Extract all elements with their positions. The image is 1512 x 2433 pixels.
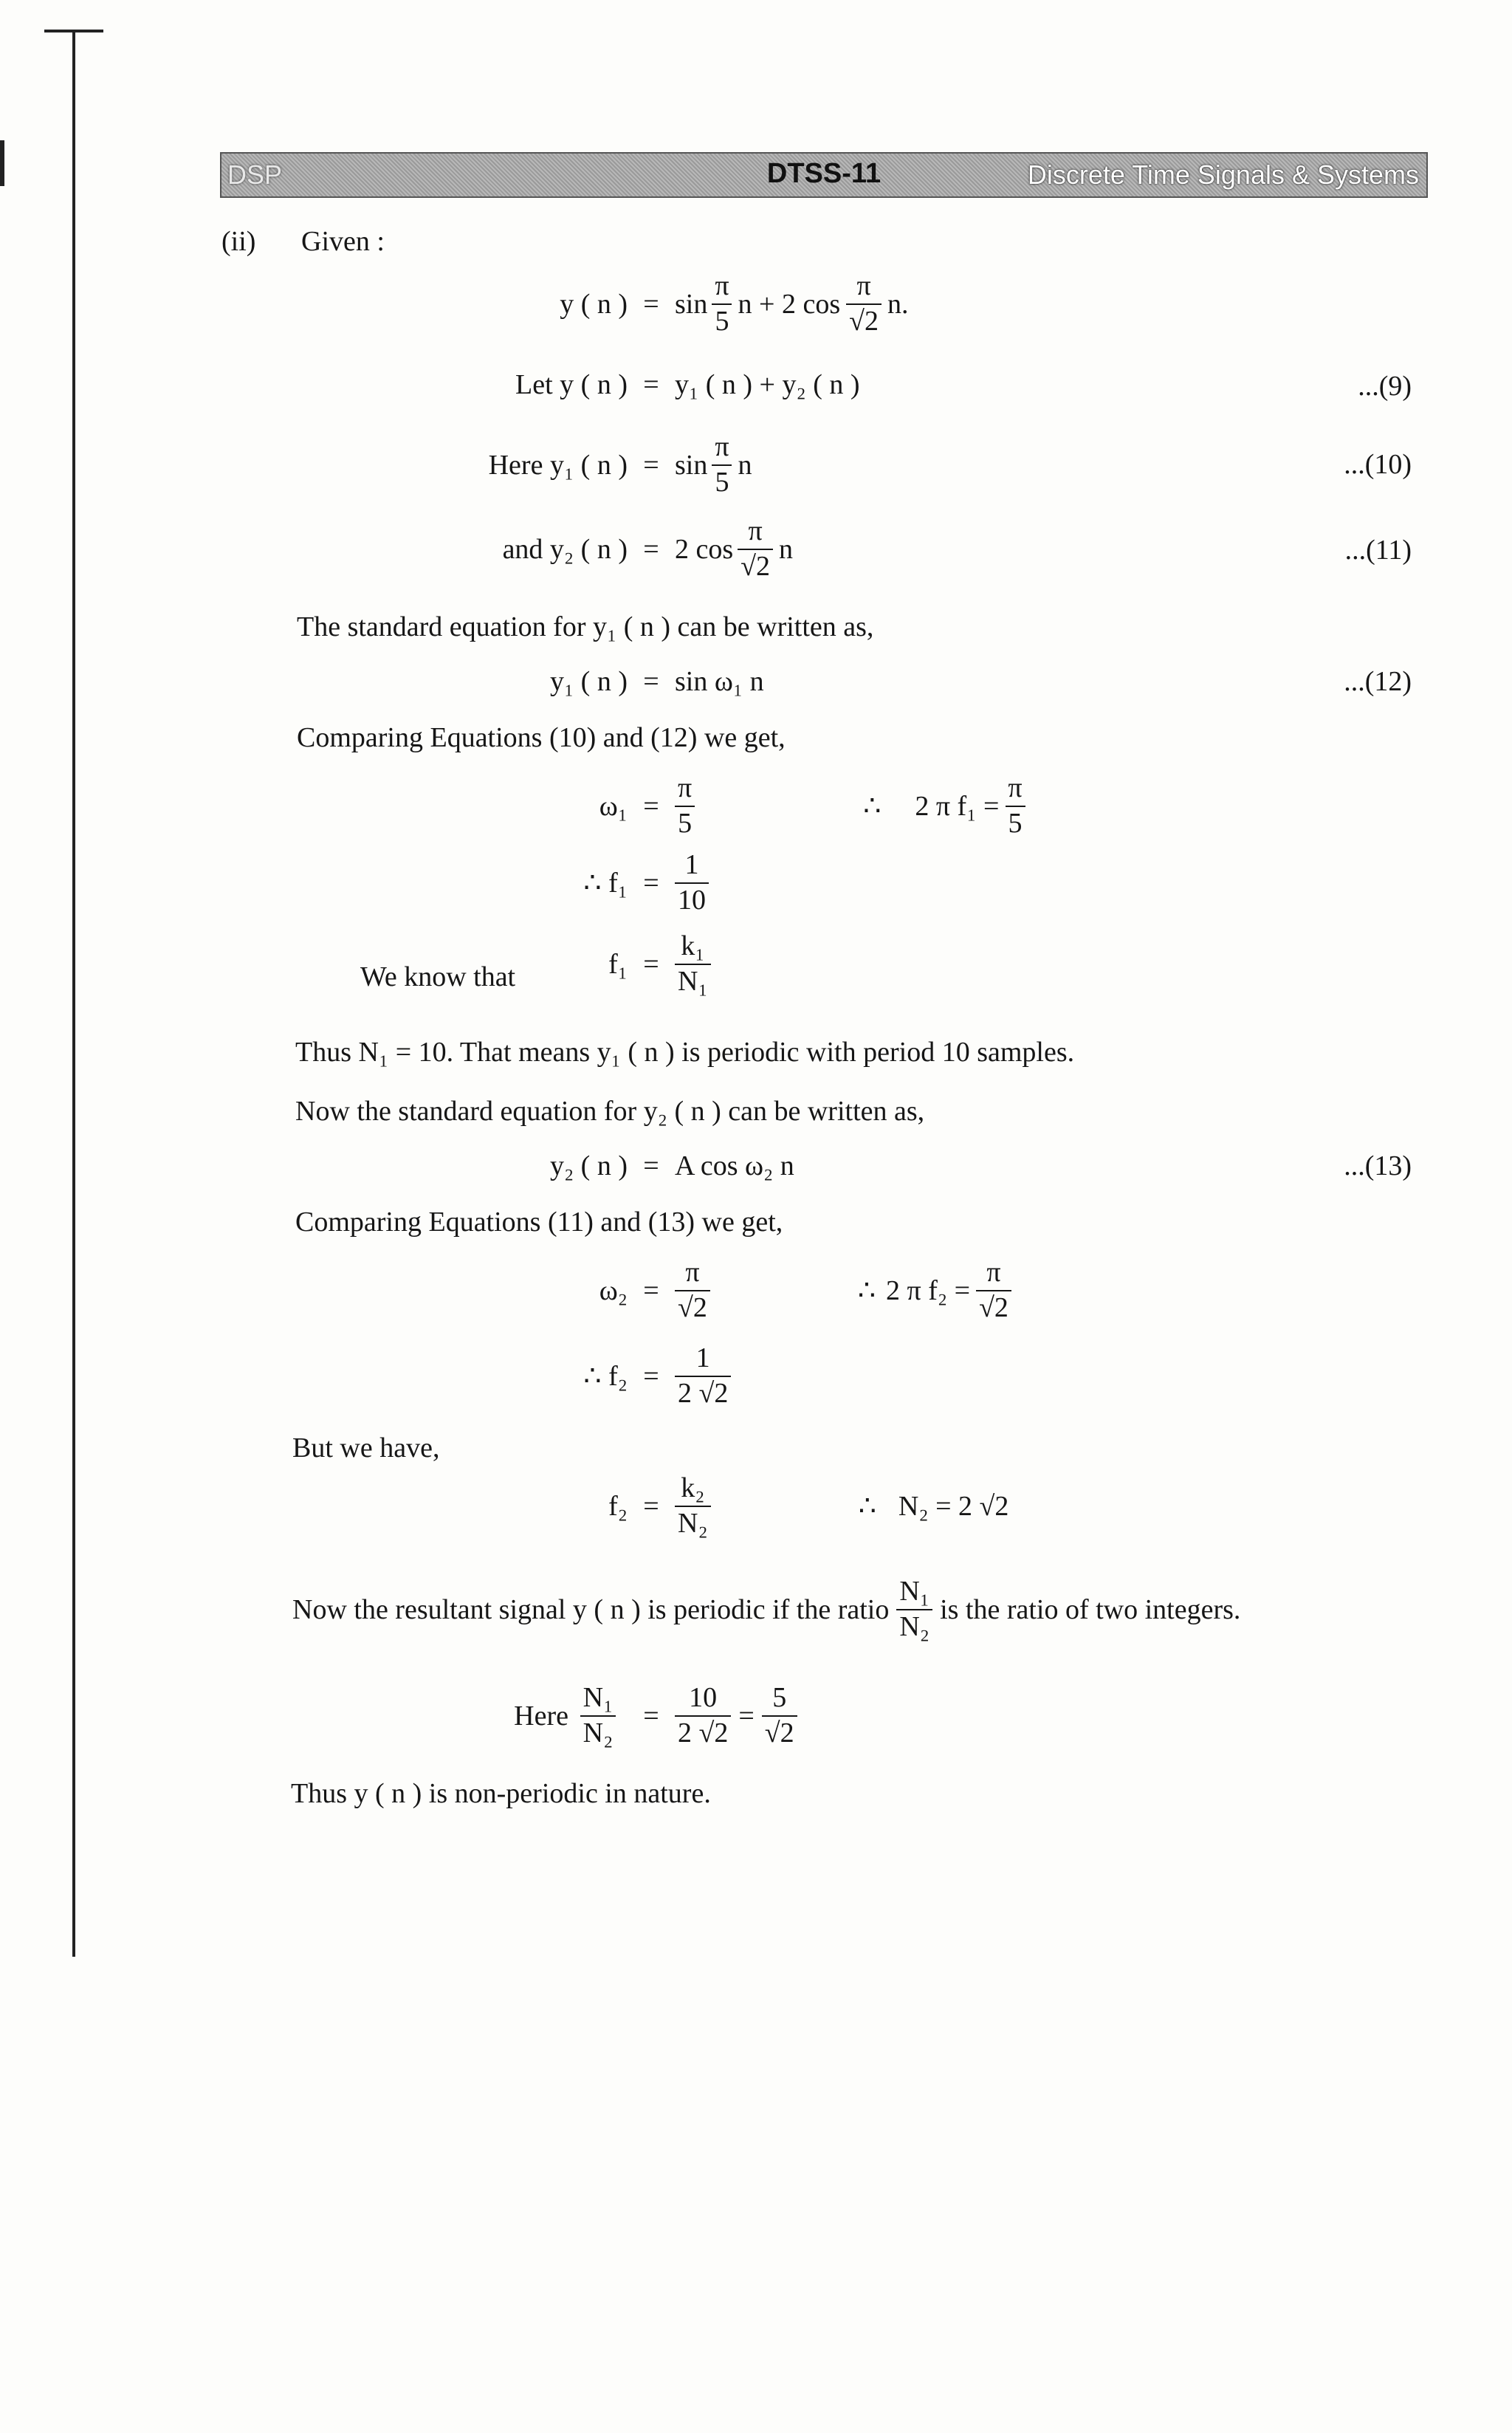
- equation-f1: [443, 851, 709, 916]
- equation-f2: [443, 1344, 731, 1409]
- let-lhs: Let y ( n ): [515, 369, 628, 400]
- paragraph: The standard equation for y₁ ( n ) can be written as,: [297, 611, 874, 642]
- fraction: $\frac{\pi}{√2}$: [976, 1258, 1011, 1323]
- f2b-lhs: f₂: [608, 1490, 628, 1522]
- equation-and-y2: [443, 517, 793, 582]
- equation-number-13: ...(13): [1344, 1150, 1412, 1181]
- std2-lhs: y₂ ( n ): [549, 1150, 628, 1181]
- equals-sign: =: [643, 1274, 659, 1306]
- given-label: Given :: [301, 226, 385, 257]
- equals-sign: =: [738, 1700, 755, 1732]
- fraction: $\frac{\pi}{5}$: [712, 433, 732, 498]
- equals-sign: =: [643, 1150, 659, 1181]
- equation-number-10: ...(10): [1344, 449, 1412, 480]
- fraction: $\frac{\pi}{5}$: [712, 272, 732, 337]
- let-rhs: y₁ ( n ) + y₂ ( n ): [675, 369, 860, 400]
- header-code: DTSS-11: [766, 158, 882, 189]
- f2-lhs: ∴ f₂: [583, 1360, 628, 1392]
- paragraph-resultant: [292, 1577, 1240, 1642]
- paragraph: Thus N₁ = 10. That means y₁ ( n ) is periodic with period 10 samples.: [295, 1037, 1075, 1068]
- fraction: $\frac{1}{10}$: [675, 851, 709, 916]
- equation-std1: [443, 668, 764, 696]
- fraction: $\frac{\text{k₂}}{\text{N₂}}$: [675, 1474, 711, 1539]
- equation-std2: [443, 1152, 794, 1180]
- fraction: $\frac{\pi}{5}$: [675, 774, 695, 839]
- omega1-lhs: ω₁: [599, 790, 628, 822]
- fraction: $\frac{\pi}{√2}$: [675, 1258, 710, 1323]
- header-title: Discrete Time Signals & Systems: [1027, 159, 1419, 190]
- we-know-label: We know that: [360, 961, 516, 992]
- f1-lhs: ∴ f₁: [583, 867, 628, 899]
- equals-sign: =: [643, 790, 659, 822]
- paragraph: Now the standard equation for y₂ ( n ) can be written as,: [295, 1096, 925, 1127]
- equals-sign: =: [643, 1700, 659, 1732]
- omega2-right: 2 π f₂ =: [886, 1274, 971, 1306]
- equation-let: [443, 371, 860, 399]
- given-lhs: y ( n ): [560, 288, 628, 320]
- fraction: $\frac{\text{N₁}}{\text{N₂}}$: [896, 1577, 932, 1642]
- omega1-right: 2 π f₁ =: [915, 790, 1000, 822]
- header-left: DSP: [227, 159, 283, 190]
- std1-rhs: sin ω₁ n: [675, 666, 764, 697]
- and-tail: n: [779, 533, 794, 565]
- equation-omega1: [443, 774, 1025, 839]
- sin-text: sin: [675, 449, 708, 481]
- equation-omega2: [443, 1258, 1011, 1323]
- equation-given: [443, 272, 909, 337]
- equation-ratio: [443, 1684, 797, 1749]
- fraction: $\frac{\pi}{√2}$: [738, 517, 773, 582]
- equals-sign: =: [643, 666, 659, 697]
- fraction: $\frac{\text{N₁}}{\text{N₂}}$: [568, 1684, 628, 1749]
- therefore-symbol: ∴: [857, 1274, 876, 1306]
- ratio-label: Here: [514, 1700, 568, 1732]
- omega2-lhs: ω₂: [599, 1274, 628, 1306]
- and-lhs: and y₂ ( n ): [502, 533, 628, 565]
- sin-text: sin: [675, 288, 708, 320]
- equals-sign: =: [643, 449, 659, 481]
- therefore-symbol: ∴: [858, 1490, 876, 1522]
- equation-number-11: ...(11): [1344, 535, 1412, 566]
- paragraph: Comparing Equations (11) and (13) we get,: [295, 1207, 783, 1238]
- fraction: $\frac{\pi}{5}$: [1005, 774, 1025, 839]
- equals-sign: =: [643, 948, 659, 980]
- paragraph: Comparing Equations (10) and (12) we get,: [297, 722, 786, 753]
- equals-sign: =: [643, 1360, 659, 1392]
- given-mid: n + 2 cos: [738, 288, 841, 320]
- std2-rhs: A cos ω₂ n: [675, 1150, 794, 1181]
- cos-text: 2 cos: [675, 533, 734, 565]
- page-header: [220, 152, 1428, 198]
- fraction: $\frac{\pi}{√2}$: [846, 272, 882, 337]
- equals-sign: =: [643, 1490, 659, 1522]
- equals-sign: =: [643, 369, 659, 400]
- binding-line: [72, 30, 75, 1957]
- given-tail: n.: [887, 288, 909, 320]
- equation-number-9: ...(9): [1358, 371, 1412, 402]
- f2b-right: N₂ = 2 √2: [898, 1490, 1009, 1522]
- conclusion: Thus y ( n ) is non-periodic in nature.: [291, 1778, 711, 1809]
- std1-lhs: y₁ ( n ): [549, 666, 628, 697]
- here-lhs: Here y₁ ( n ): [488, 449, 628, 481]
- equation-number-12: ...(12): [1344, 666, 1412, 697]
- equals-sign: =: [643, 288, 659, 320]
- equation-here-y1: [443, 433, 752, 498]
- therefore-symbol: ∴: [863, 790, 882, 822]
- here-tail: n: [738, 449, 752, 481]
- resultant-before: Now the resultant signal y ( n ) is periodic if the ratio: [292, 1593, 890, 1625]
- part-label: (ii): [221, 226, 256, 257]
- equals-sign: =: [643, 867, 659, 899]
- fraction: $\frac{5}{√2}$: [762, 1684, 797, 1749]
- fraction: $\frac{10}{2 √2}$: [675, 1684, 731, 1749]
- equals-sign: =: [643, 533, 659, 565]
- paragraph: But we have,: [292, 1432, 440, 1463]
- equation-f2b: [443, 1474, 1008, 1539]
- margin-mark: [0, 140, 4, 186]
- weknow-lhs: f₁: [608, 948, 628, 980]
- resultant-after: is the ratio of two integers.: [940, 1593, 1241, 1625]
- fraction: $\frac{\text{k₁}}{\text{N₁}}$: [675, 932, 711, 997]
- fraction: $\frac{1}{2 √2}$: [675, 1344, 731, 1409]
- equation-weknow: [443, 932, 711, 997]
